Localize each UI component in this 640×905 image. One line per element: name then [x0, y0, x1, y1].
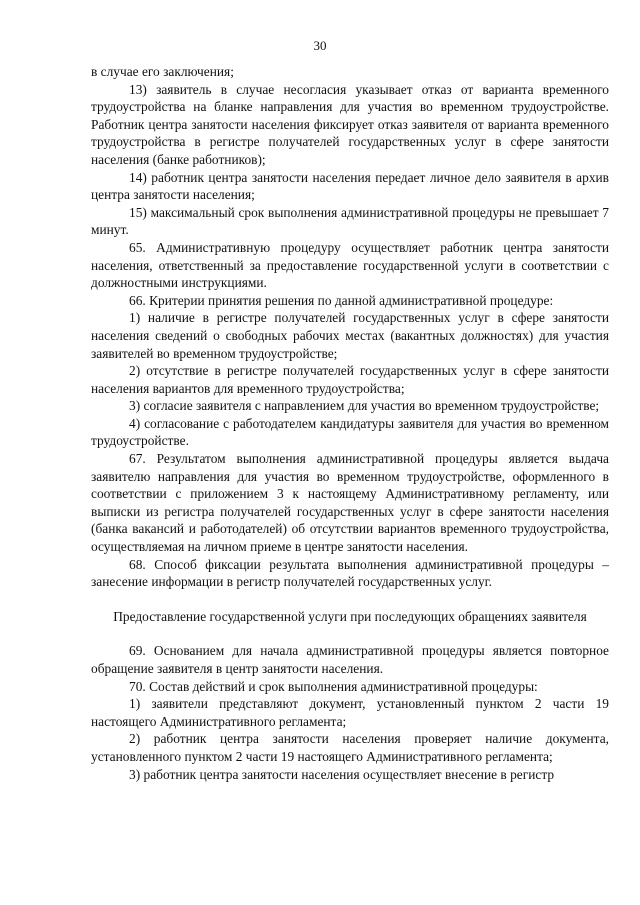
paragraph-continuation: в случае его заключения; [91, 64, 234, 79]
paragraph-68: 68. Способ фиксации результата выполнения административной процедуры – занесение информации в регистр получателей государственных услуг. [91, 556, 609, 590]
paragraph-item-15: 15) максимальный срок выполнения административной процедуры не превышает 7 минут. [91, 204, 609, 238]
page-number: 30 [313, 38, 327, 53]
section-heading: Предоставление государственной услуги при последующих обращениях заявителя [113, 608, 587, 624]
paragraph-67: 67. Результатом выполнения административной процедуры является выдача заявителю направления для участия во временном трудоустройстве, оформленного в соответствии с приложением 3 к настоящему Административному регламенту, или выписки из регистра получателей государственных услуг в сфере занятости населения (банка вакансий и работодателей) об отсутствии вариантов временного трудоустройства, осуществляемая на личном приеме в центре занятости населения. [91, 451, 609, 555]
paragraph-69: 69. Основанием для начала административной процедуры является повторное обращение заявителя в центр занятости населения. [91, 643, 609, 676]
paragraph-70-item-2: 2) работник центра занятости населения проверяет наличие документа, установленного пунктом 2 части 19 настоящего Административного регламента; [91, 731, 609, 764]
paragraph-item-13: 13) заявитель в случае несогласия указывает отказ от варианта временного трудоустройства на бланке направления для участия во временном трудоустройстве. Работник центра занятости населения фиксирует отказ заявителя от варианта временного трудоустройства в регистре получателей государственных услуг в сфере занятости населения (банке работников); [91, 81, 609, 167]
paragraph-item-14: 14) работник центра занятости населения передает личное дело заявителя в архив центра занятости населения; [91, 169, 609, 203]
paragraph-70-item-1: 1) заявители представляют документ, установленный пунктом 2 части 19 настоящего Административного регламента; [91, 696, 609, 729]
paragraph-70: 70. Состав действий и срок выполнения административной процедуры: [129, 678, 538, 694]
paragraph-66-item-4: 4) согласование с работодателем кандидатуры заявителя для участия во временном трудоустройстве. [91, 415, 609, 449]
document-body [91, 63, 609, 783]
paragraph-66-item-3: 3) согласие заявителя с направлением для участия во временном трудоустройстве; [129, 398, 600, 414]
paragraph-66: 66. Критерии принятия решения по данной административной процедуре: [129, 292, 554, 308]
paragraph-70-item-3: 3) работник центра занятости населения осуществляет внесение в регистр [129, 766, 555, 782]
paragraph-66-item-2: 2) отсутствие в регистре получателей государственных услуг в сфере занятости населения вариантов для временного трудоустройства; [91, 363, 609, 396]
paragraph-66-item-1: 1) наличие в регистре получателей государственных услуг в сфере занятости населения сведений о свободных рабочих местах (вакантных должностях) для участия заявителей во временном трудоустройстве; [91, 310, 609, 361]
paragraph-65: 65. Административную процедуру осуществляет работник центра занятости населения, ответственный за предоставление государственной услуги в соответствии с должностными инструкциями. [91, 239, 609, 291]
